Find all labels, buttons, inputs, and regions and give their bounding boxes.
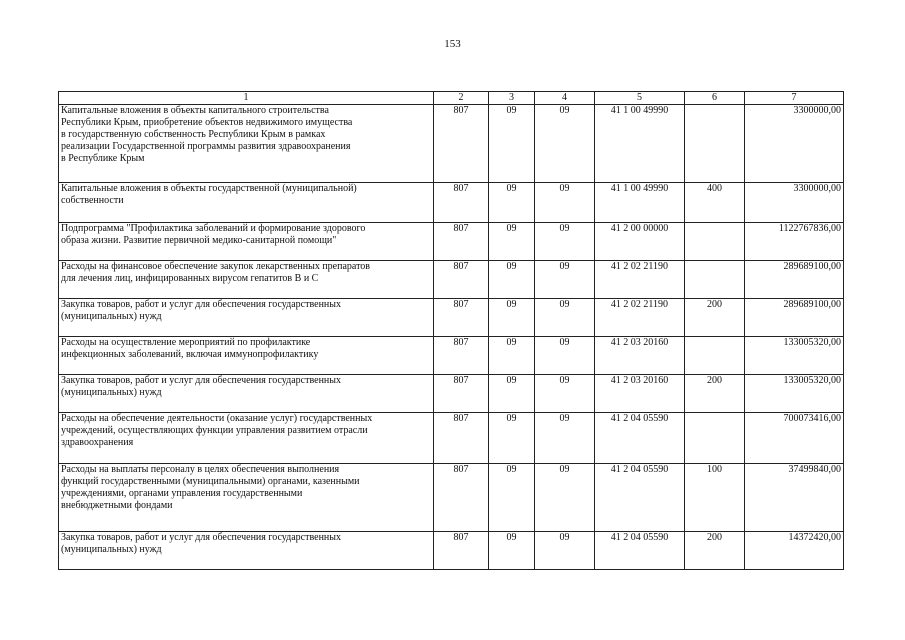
column-header-2: 2 <box>434 92 489 105</box>
table-row <box>59 183 844 223</box>
row-expense-type <box>685 413 745 464</box>
row-subsection: 09 <box>535 183 595 223</box>
row-department: 807 <box>434 183 489 223</box>
row-target-article: 41 2 04 05590 <box>595 532 685 570</box>
table-row <box>59 261 844 299</box>
row-section: 09 <box>489 464 535 532</box>
column-header-7: 7 <box>745 92 844 105</box>
row-department: 807 <box>434 299 489 337</box>
row-section: 09 <box>489 375 535 413</box>
row-section: 09 <box>489 532 535 570</box>
row-section: 09 <box>489 413 535 464</box>
row-expense-type <box>685 105 745 183</box>
row-section: 09 <box>489 223 535 261</box>
row-expense-type <box>685 337 745 375</box>
row-department: 807 <box>434 464 489 532</box>
row-amount: 133005320,00 <box>745 375 844 413</box>
row-amount: 289689100,00 <box>745 299 844 337</box>
row-name: Расходы на обеспечение деятельности (оказание услуг) государственных учреждений, осуществляющих функции управления развитием отрасли здравоохранения <box>59 413 434 464</box>
row-target-article: 41 1 00 49990 <box>595 105 685 183</box>
column-header-4: 4 <box>535 92 595 105</box>
row-expense-type: 100 <box>685 464 745 532</box>
row-amount: 37499840,00 <box>745 464 844 532</box>
row-target-article: 41 2 04 05590 <box>595 413 685 464</box>
row-subsection: 09 <box>535 464 595 532</box>
row-expense-type: 200 <box>685 375 745 413</box>
row-department: 807 <box>434 261 489 299</box>
table-row <box>59 299 844 337</box>
row-section: 09 <box>489 105 535 183</box>
row-target-article: 41 2 04 05590 <box>595 464 685 532</box>
row-name: Капитальные вложения в объекты государственной (муниципальной) собственности <box>59 183 434 223</box>
row-target-article: 41 2 02 21190 <box>595 299 685 337</box>
row-name: Подпрограмма "Профилактика заболеваний и формирование здорового образа жизни. Развитие первичной медико-санитарной помощи" <box>59 223 434 261</box>
column-header-3: 3 <box>489 92 535 105</box>
row-target-article: 41 2 00 00000 <box>595 223 685 261</box>
row-section: 09 <box>489 299 535 337</box>
row-expense-type: 200 <box>685 532 745 570</box>
row-department: 807 <box>434 375 489 413</box>
column-header-1: 1 <box>59 92 434 105</box>
row-subsection: 09 <box>535 299 595 337</box>
table-row <box>59 105 844 183</box>
row-name: Капитальные вложения в объекты капитального строительства Республики Крым, приобретение объектов недвижимого имущества в государственную собственность Республики Крым в рамках реализации Государственной программы развития здравоохранения в Республике Крым <box>59 105 434 183</box>
table-row <box>59 532 844 570</box>
row-department: 807 <box>434 337 489 375</box>
row-expense-type: 200 <box>685 299 745 337</box>
row-amount: 289689100,00 <box>745 261 844 299</box>
row-name: Расходы на осуществление мероприятий по профилактике инфекционных заболеваний, включая иммунопрофилактику <box>59 337 434 375</box>
row-amount: 14372420,00 <box>745 532 844 570</box>
row-department: 807 <box>434 223 489 261</box>
row-name: Закупка товаров, работ и услуг для обеспечения государственных (муниципальных) нужд <box>59 375 434 413</box>
row-section: 09 <box>489 261 535 299</box>
budget-table <box>58 91 844 570</box>
header-row <box>59 92 844 105</box>
row-section: 09 <box>489 337 535 375</box>
row-target-article: 41 2 03 20160 <box>595 337 685 375</box>
row-section: 09 <box>489 183 535 223</box>
row-subsection: 09 <box>535 337 595 375</box>
row-department: 807 <box>434 413 489 464</box>
table-row <box>59 223 844 261</box>
row-name: Расходы на выплаты персоналу в целях обеспечения выполнения функций государственными (муниципальными) органами, казенными учреждениями, органами управления государственными внебюджетными фондами <box>59 464 434 532</box>
row-target-article: 41 1 00 49990 <box>595 183 685 223</box>
row-amount: 700073416,00 <box>745 413 844 464</box>
row-department: 807 <box>434 105 489 183</box>
table-row <box>59 337 844 375</box>
row-target-article: 41 2 03 20160 <box>595 375 685 413</box>
row-name: Закупка товаров, работ и услуг для обеспечения государственных (муниципальных) нужд <box>59 299 434 337</box>
row-subsection: 09 <box>535 375 595 413</box>
row-amount: 1122767836,00 <box>745 223 844 261</box>
table-row <box>59 375 844 413</box>
row-target-article: 41 2 02 21190 <box>595 261 685 299</box>
row-amount: 3300000,00 <box>745 105 844 183</box>
page-number: 153 <box>444 38 461 50</box>
row-amount: 133005320,00 <box>745 337 844 375</box>
row-subsection: 09 <box>535 532 595 570</box>
row-subsection: 09 <box>535 413 595 464</box>
row-name: Закупка товаров, работ и услуг для обеспечения государственных (муниципальных) нужд <box>59 532 434 570</box>
row-expense-type <box>685 261 745 299</box>
row-department: 807 <box>434 532 489 570</box>
row-expense-type: 400 <box>685 183 745 223</box>
row-subsection: 09 <box>535 223 595 261</box>
row-subsection: 09 <box>535 105 595 183</box>
row-amount: 3300000,00 <box>745 183 844 223</box>
column-header-6: 6 <box>685 92 745 105</box>
table-row <box>59 464 844 532</box>
column-header-5: 5 <box>595 92 685 105</box>
row-expense-type <box>685 223 745 261</box>
row-subsection: 09 <box>535 261 595 299</box>
table-row <box>59 413 844 464</box>
row-name: Расходы на финансовое обеспечение закупок лекарственных препаратов для лечения лиц, инфицированных вирусом гепатитов В и С <box>59 261 434 299</box>
